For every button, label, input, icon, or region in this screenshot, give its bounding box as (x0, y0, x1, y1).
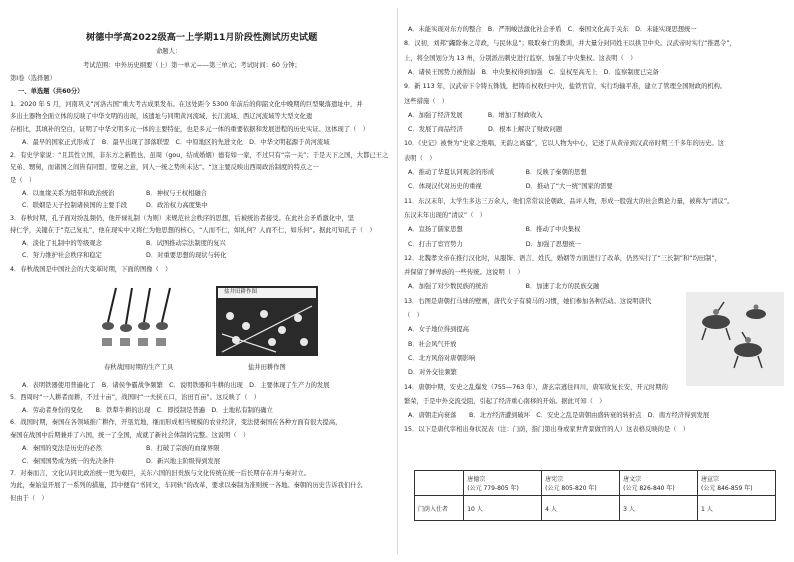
right-question-line: A．宣扬了儒家思想 B．推动了中央集权 (408, 226, 581, 234)
tools-caption: 春秋战国时期的生产工具 (104, 364, 174, 371)
woodcut-figure (216, 286, 318, 356)
left-question-line: 6．战国时期，秦国在各领域推广耕作，开垦荒地，继而形成相当规模的农业经济，变法使秦国在各种方面有很大提高， (10, 419, 342, 427)
column-divider (397, 8, 398, 554)
left-question-line: A．表明铁器使用普遍化了 B．诸侯争霸战争频繁 C．说明铁器和牛耕的出现 D．主要体现了生产力的发展 (22, 382, 330, 389)
section-one-label: 一、单选题（共60分） (18, 88, 84, 95)
table-header-cell (415, 471, 464, 496)
table-row-label: 门荫入仕者 (415, 496, 464, 521)
left-question-line: A．秦国的变法是历史的必然 B．打破了宗族的血缘界限 (22, 445, 220, 453)
left-question-line: 1．2020 年 5 月，河南巩义“河洛古国”重大考古成果发布。在这处距今 5300 年前后的仰韶文化中晚期的巨型聚落遗址中，并 (10, 101, 363, 108)
polo-painting-figure (686, 292, 784, 386)
right-question-line: D．对外交往频繁 (408, 369, 457, 377)
left-question-line: C．秦国国势成为统一的先决条件 D．新兴地主阶级得到发展 (22, 457, 221, 465)
left-question-line: 多出土器物全面立体的反映了中华文明的出现，该遗址与同期黄河流域、长江流域、西辽河流域等大型文化遗 (10, 113, 313, 121)
part-one-label: 第I卷（选择题） (10, 75, 56, 82)
left-question-line: 秦国在战国中后期兼并了六国，统一了全国，成就了新社会体制的完整。这说明（ ） (10, 431, 250, 439)
left-question-line: 3．春秋时期，孔子面对纷乱频仍，他开禄礼制（为则）来规范社会秩序的思想，后被统治者接受。在此社会矛盾激化中，坚 (10, 214, 355, 222)
table-cell: 4 人 (542, 496, 620, 521)
left-question-line: 持仁学，关键在于“克己复礼”，他在现实中又将仁为他思想的核心，“人而不仁，如礼何？人而不仁，如乐何”。据此可知孔子（ ） (10, 227, 376, 235)
right-question-line: 9．新 113 年，汉武帝下令铸五铢钱，把铸币权收归中央，盐铁官营，实行均输平准，建立了管理全国财政的机构。 (404, 83, 727, 91)
right-question-line: A．推动了华夏认同观念的形成 B．反映了秦朝的思想 (408, 169, 587, 176)
table-cell: 10 人 (464, 496, 542, 521)
exam-scope: 考试范围：中外历史纲要（上）第一单元——第三单元；考试时间：60 分钟； (83, 62, 301, 69)
right-question-line: 12．北魏孝文帝在推行汉化时，从服饰、语言、姓氏、婚姻等方面进行了改革，仍然实行了“三长制”和“均田制”， (404, 254, 722, 262)
table-cell: 3 人 (620, 496, 698, 521)
right-question-line: B．社会风气开放 (408, 340, 457, 348)
left-question-line: 为此，秦始皇开展了一系列的措施，其中便有“书同文，车同轨”的改革，要求以秦制为准则统一各地。秦朝的历史告诉我们什么 (10, 482, 363, 490)
right-question-line: 繁荣，于是中外交流受阻，引起了经济重心南移的开始。据此可知（ ） (404, 397, 606, 405)
table-header-cell: 唐宣宗 (公元 846-859 年) (698, 471, 776, 496)
table-row (415, 496, 776, 521)
right-question-line: （ ） (404, 312, 423, 319)
right-question-line: 15．以下是唐代宰相出身状况表（注：门荫，指门第出身或家世背景做官的人）这表格反映的是（ ） (404, 426, 690, 434)
left-question-line: A．淡化了礼制中的等级观念 B．试图推动宗法制度的复兴 (22, 239, 226, 247)
chancellor-table (414, 470, 776, 521)
right-question-line: 10．《史记》被誉为“史家之绝唱，无韵之离骚”，它以人物为中心，记述了从黄帝到汉武帝时期三千多年的历史。这 (404, 140, 724, 148)
right-question-line: A．诸侯王国势力被削弱 B．中央集权得到加强 C．皇权至高无上 D．监察制度已完备 (408, 68, 659, 76)
table-header-cell: 唐德宗 (公元 779-805 年) (464, 471, 542, 496)
right-question-line: A．女子地位得到提高 (408, 326, 469, 334)
left-question-line: 4．春秋战国是中国社会的大变革时期，下面的图像（ ） (10, 265, 172, 273)
right-question-line: 这些措施（ ） (404, 97, 449, 105)
right-question-line: 表明（ ） (404, 154, 436, 162)
right-question-line: 14．唐朝中期，安史之乱爆发（755—763 年），唐玄宗逃往四川，唐军收复长安，开元时期的 (404, 383, 668, 391)
right-question-line: 8．汉初，刘邦“蠲除秦之苛政，与民休息”；吸取秦亡的教训，并大量分封同姓王以拱卫中央。汉武帝时实行“推恩令”， (404, 40, 736, 48)
exam-title: 树德中学高2022级高一上学期11月阶段性测试历史试题 (86, 32, 318, 43)
right-question-line: 11．东汉末年，太学生多达三万余人，他们常常议论朝政，品评人物，形成一股强大的社会舆论力量，被称为“清议”。 (404, 197, 734, 205)
left-question-line: A．最早的国家正式形成了 B．最早出现了部落联盟 C．中原地区的先进文化 D．中华文明起源于黄河流域 (22, 139, 330, 147)
table-header-cell: 唐宪宗 (公元 805-820 年) (542, 471, 620, 496)
table-cell: 1 人 (698, 496, 776, 521)
author-line: 命题人： (156, 48, 182, 55)
right-question-line: C．北方风俗对唐朝影响 (408, 354, 476, 362)
right-question-line: C．发展了商品经济 D．根本上解决了财政问题 (408, 126, 563, 134)
tools-figure (98, 282, 194, 354)
table-header-cell: 唐文宗 (公元 826-840 年) (620, 471, 698, 496)
left-question-line: 但由于（ ） (10, 494, 48, 502)
left-question-line: C．努力维护社会秩序和稳定 D．对重要思想的现状与转化 (22, 252, 227, 259)
right-question-line: 上，将全国划分为 13 州，分别派出刺史进行监察，加强了中央集权。这表明（ ） (404, 54, 637, 62)
right-question-line: A．唐朝走向衰落 B．北方经济遭到破坏 C．安史之乱是唐朝由盛转衰的转折点 D．南方经济得到发展 (408, 412, 710, 420)
left-column (8, 0, 390, 562)
right-question-line: C．体现汉代对历史的重视 D．推动了“大一统”国家的需要 (408, 183, 613, 191)
left-question-line: 7．对秦而言，文化认同比政治统一更为艰巨，关东六国的旧贵族与文化传统在统一后长期存在并与秦对立。 (10, 469, 310, 477)
left-question-line: A．以血缘关系为纽带和政治统治 B．神权与王权相融合 (22, 190, 207, 197)
left-question-line: 兄弟、甥舅，而诸国之间皆有同盟、盟舅之意，同人一统之势所未达”。“这主要反映出西周政治制度的特点之一 (10, 164, 319, 172)
left-question-line: 存相比，其填补的空白，证明了中华文明多元一体的主要特征，也是多元一体的重要依据和发展进程的历史实证。这体现了（ ） (10, 125, 369, 133)
left-question-line: 5．西周时“一人耕者而耕，不过十亩”，战国时“一夫挟五口，治田百亩”。这反映了（ ） (10, 394, 261, 402)
right-question-line: C．打击了宦官势力 D．加强了思想统一 (408, 240, 581, 248)
right-question-line: 东汉末年出现的“清议”（ ） (404, 211, 487, 219)
right-column (404, 0, 786, 562)
right-question-line: 13．右图是唐朝打马球的壁画，唐代女子有骑马的习惯，她们参加各种活动。这说明唐代 (404, 297, 652, 305)
right-question-line: A．未能实现对东方的整合 B．严刑峻法激化社会矛盾 C．秦国文化高于关东 D．未能实现思想统一 (408, 26, 697, 33)
right-question-line: A．加强了经济发展 B．增加了财政收入 (408, 111, 543, 119)
left-question-line: A．劳动者身份的变化 B．铁犁牛耕的出现 C．即授制是普遍 D．土地私有制的确立 (22, 406, 273, 414)
right-question-line: 并保留了鲜卑族的一些传统。这说明（ ） (404, 269, 524, 277)
left-question-line: 是（ ） (10, 176, 36, 184)
table-header-row (415, 471, 776, 496)
right-question-line: A．加强了对少数民族的统治 B．加速了北方的民族交融 (408, 283, 600, 291)
left-question-line: C．联姻是天子控制诸侯国的主要手段 D．政治权力高度集中 (22, 202, 208, 210)
woodcut-caption: 盐井田耕作图 (248, 364, 286, 371)
woodcut-inner-label: 盐井田耕作图 (224, 289, 258, 295)
left-question-line: 2．有史学家说：“且其性立国，非东方之新胜也，虽周（gou，结成婚姻）德有如一家，不过只有“宗一关”；于是天下之国，大都已王之 (10, 151, 389, 159)
